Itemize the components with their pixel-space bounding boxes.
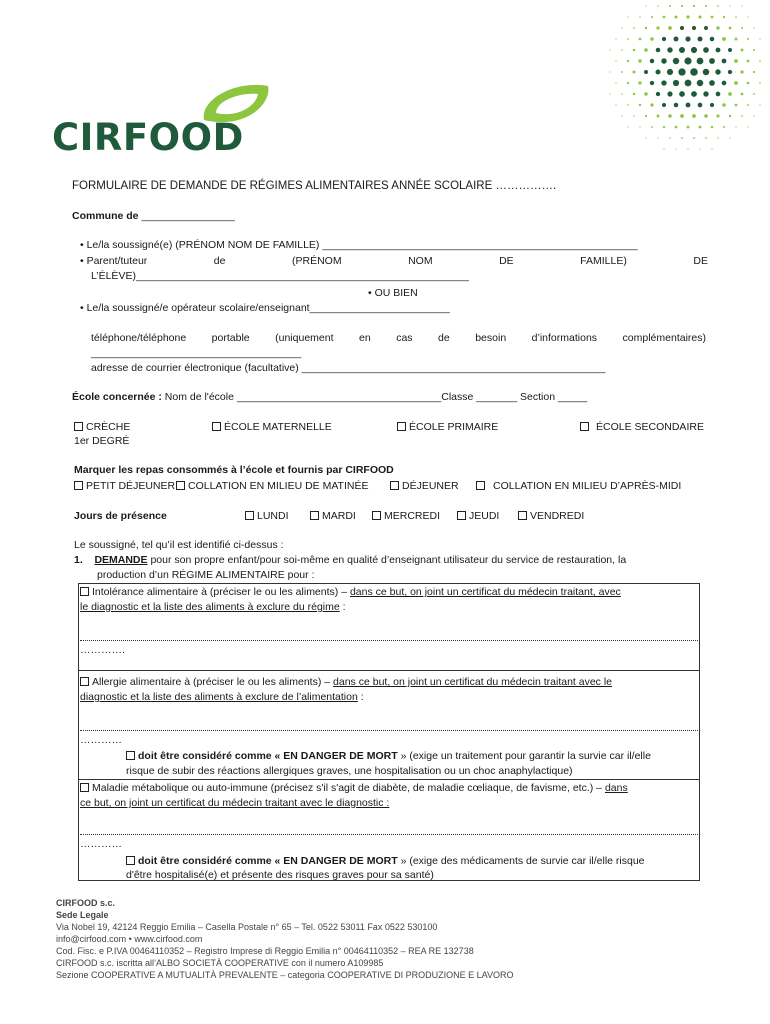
form-title: FORMULAIRE DE DEMANDE DE RÉGIMES ALIMENTAIRES ANNÉE SCOLAIRE ……………. <box>72 180 557 192</box>
decor-dot <box>716 26 719 29</box>
decor-dot <box>639 126 640 127</box>
word: FAMILLE) <box>580 255 627 267</box>
decor-dot <box>675 148 676 149</box>
decor-dot <box>729 27 732 30</box>
word: DE <box>693 255 708 267</box>
allergie-dotted-input[interactable] <box>80 730 698 731</box>
decor-dot <box>686 15 689 18</box>
decor-dot <box>711 16 714 19</box>
decor-dot <box>723 126 725 128</box>
word: besoin <box>475 332 507 344</box>
checkbox-maladie-danger[interactable]: doit être considéré comme « EN DANGER DE MORT » (exige des médicaments de survie car il/elle risque <box>126 855 645 867</box>
decor-dot <box>710 37 715 42</box>
classe-input[interactable]: Classe _______ <box>441 391 518 403</box>
decor-dot <box>690 68 698 76</box>
decor-dot <box>667 47 672 52</box>
decor-dot <box>698 103 703 108</box>
allergie-danger-line2: risque de subir des réactions allergiques graves, une hospitalisation ou un choc anaphylactique) <box>126 765 573 777</box>
decor-dot <box>644 48 648 52</box>
decor-dot <box>621 49 623 51</box>
decor-dot <box>692 26 696 30</box>
checkbox-mercredi[interactable]: MERCREDI <box>372 510 440 522</box>
decor-dot <box>680 114 684 118</box>
decor-dot <box>686 103 691 108</box>
word: DE <box>499 255 514 267</box>
decor-dot <box>663 16 666 19</box>
decor-dot <box>722 37 726 41</box>
decor-dot <box>759 38 760 39</box>
decor-dot <box>621 71 623 73</box>
intolerance-dots-tail: …………. <box>80 644 125 656</box>
decor-dot <box>685 36 690 41</box>
decor-dot <box>621 115 622 116</box>
decor-dot <box>704 26 708 30</box>
decor-dot <box>667 91 672 96</box>
commune-row: Commune de ________________ <box>72 210 235 222</box>
decor-dot <box>615 82 616 83</box>
checkbox-icon <box>476 481 485 490</box>
soussigne-intro: Le soussigné, tel qu’il est identifié ci-dessus : <box>74 539 284 551</box>
decor-dot <box>685 80 692 87</box>
commune-input[interactable]: ________________ <box>141 210 235 222</box>
checkbox-icon <box>390 481 399 490</box>
decor-dot <box>627 60 629 62</box>
decor-dot <box>691 91 697 97</box>
decor-dot <box>644 92 647 95</box>
operateur-line[interactable]: • Le/la soussigné/e opérateur scolaire/enseignant________________________ <box>80 302 450 314</box>
word: NOM <box>408 255 433 267</box>
checkbox-collation-matinee[interactable]: COLLATION EN MILIEU DE MATINÉE <box>176 480 368 492</box>
soussigne-line[interactable]: • Le/la soussigné(e) (PRÉNOM NOM DE FAMILLE) ______________________________________________________ <box>80 239 638 251</box>
decor-dot <box>663 148 664 149</box>
decor-dot <box>697 36 702 41</box>
decor-dot <box>639 16 640 17</box>
maladie-dots-tail: ………… <box>80 838 122 850</box>
decor-dot <box>699 148 700 149</box>
decor-dot <box>627 82 629 84</box>
checkbox-intolerance[interactable]: Intolérance alimentaire à (préciser le ou les aliments) – dans ce but, on joint un certificat du médecin traitant, avec <box>80 586 621 598</box>
decor-dot <box>697 58 704 65</box>
checkbox-dejeuner[interactable]: DÉJEUNER <box>390 480 459 492</box>
decor-dot <box>615 60 616 61</box>
decor-dot <box>679 47 685 53</box>
decor-dot <box>668 114 671 117</box>
checkbox-icon <box>80 783 89 792</box>
decor-dot <box>662 37 666 41</box>
word: (PRÉNOM <box>291 255 342 267</box>
checkbox-icon <box>74 422 83 431</box>
checkbox-icon <box>80 677 89 686</box>
checkbox-primaire[interactable]: ÉCOLE PRIMAIRE <box>397 421 498 433</box>
decor-dot <box>650 59 654 63</box>
decor-dot <box>638 81 641 84</box>
decor-dot <box>759 82 761 84</box>
decor-dot <box>656 92 660 96</box>
decor-dot <box>668 26 672 30</box>
company-logo: CIRFOOD <box>52 116 244 159</box>
decor-dot <box>722 81 727 86</box>
decor-dot <box>741 115 743 117</box>
word: d’informations <box>531 332 598 344</box>
creche-line2: 1er DEGRÉ <box>74 435 130 447</box>
decor-dot <box>729 115 731 117</box>
decor-dot <box>627 16 628 17</box>
checkbox-icon <box>126 856 135 865</box>
checkbox-creche[interactable]: CRÈCHE <box>74 421 130 433</box>
parent-line <box>80 255 708 267</box>
jours-heading: Jours de présence <box>74 510 167 522</box>
telephone-input[interactable]: ____________________________________ <box>91 347 302 359</box>
decor-dot <box>759 60 761 62</box>
decor-dot <box>692 114 696 118</box>
word: de <box>213 255 226 267</box>
decor-dot <box>729 137 730 138</box>
decor-dot <box>753 115 754 116</box>
decor-dot <box>627 126 628 127</box>
checkbox-secondaire[interactable]: ÉCOLE SECONDAIRE <box>580 421 704 433</box>
footer-company: CIRFOOD s.c. <box>56 898 116 908</box>
checkbox-allergie-danger[interactable]: doit être considéré comme « EN DANGER DE MORT » (exige un traitement pour garantir la survie car il/elle <box>126 750 651 762</box>
decor-dot <box>645 137 646 138</box>
decor-dot <box>723 16 725 18</box>
decor-dot <box>716 114 719 117</box>
decor-dot <box>675 126 678 129</box>
decor-dot <box>673 58 679 64</box>
checkbox-icon <box>397 422 406 431</box>
decor-dot <box>661 80 666 85</box>
decor-dot <box>747 82 750 85</box>
ecole-nom-input[interactable]: Nom de l'école ___________________________________ <box>164 391 442 403</box>
decor-dot <box>703 69 710 76</box>
decor-dot <box>705 5 707 7</box>
decor-dot <box>639 104 641 106</box>
decor-dot <box>722 59 727 64</box>
decor-dot <box>747 126 748 127</box>
decor-dot <box>663 126 665 128</box>
decor-dot <box>735 38 738 41</box>
decor-dot <box>667 69 673 75</box>
decor-dot <box>609 71 610 72</box>
decor-dot <box>705 137 707 139</box>
decor-dot <box>753 49 755 51</box>
decor-dot <box>741 49 744 52</box>
decor-dot <box>704 114 708 118</box>
checkbox-icon <box>457 511 466 520</box>
decor-dot <box>651 126 653 128</box>
decor-dot <box>711 126 713 128</box>
decor-dot <box>650 37 654 41</box>
footer-albo: CIRFOOD s.c. iscritta all’ALBO SOCIETÀ COOPERATIVE con il numero A109985 <box>56 958 384 968</box>
decor-dot <box>657 137 658 138</box>
decor-dot <box>734 59 738 63</box>
decor-dot <box>747 16 748 17</box>
decor-dot <box>741 27 743 29</box>
decor-dot <box>673 80 679 86</box>
decor-dot <box>691 47 697 53</box>
decor-dot <box>615 38 616 39</box>
checkbox-icon <box>518 511 527 520</box>
ecole-row: École concernée : Nom de l'école ___________________________________Classe _______ Section _____ <box>72 391 588 403</box>
decor-dot <box>709 80 715 86</box>
decor-dot <box>697 80 704 87</box>
decor-dot <box>753 71 755 73</box>
telephone-line <box>91 332 706 344</box>
decor-dot <box>715 69 720 74</box>
word: cas <box>396 332 413 344</box>
decor-dot <box>644 70 648 74</box>
checkbox-icon <box>212 422 221 431</box>
word: complémentaires) <box>622 332 706 344</box>
decor-dot <box>735 126 736 127</box>
maladie-line2: ce but, on joint un certificat du médecin traitant avec le diagnostic : <box>80 797 390 809</box>
decor-dot <box>627 104 629 106</box>
decor-dot <box>633 115 634 116</box>
checkbox-jeudi[interactable]: JEUDI <box>457 510 499 522</box>
decor-dot <box>716 92 721 97</box>
word: téléphone/téléphone <box>91 332 187 344</box>
decor-dot <box>633 93 635 95</box>
decor-dot <box>656 48 661 53</box>
decor-dot <box>735 16 737 18</box>
decor-dot <box>703 91 708 96</box>
decor-dot <box>615 104 616 105</box>
repas-heading: Marquer les repas consommés à l’école et fournis par CIRFOOD <box>74 464 394 476</box>
decor-dot <box>638 59 641 62</box>
eleve-line[interactable]: L’ÉLÈVE)_________________________________________________________ <box>91 270 469 282</box>
decor-dot <box>728 48 732 52</box>
checkbox-vendredi[interactable]: VENDREDI <box>518 510 584 522</box>
decor-dot <box>650 81 654 85</box>
decor-dot <box>650 103 653 106</box>
decor-dot <box>669 5 671 7</box>
decor-dot <box>687 148 688 149</box>
decor-dot <box>655 69 660 74</box>
decor-dot <box>741 5 742 6</box>
decor-dot <box>680 26 684 30</box>
email-line[interactable]: adresse de courrier électronique (facultative) ____________________________________________________ <box>91 362 606 374</box>
word: de <box>438 332 450 344</box>
checkbox-icon <box>126 751 135 760</box>
decor-dot <box>639 38 642 41</box>
decor-dot <box>633 49 636 52</box>
decor-dot <box>674 103 679 108</box>
decor-dot <box>753 93 755 95</box>
checkbox-icon <box>74 481 83 490</box>
decor-dot <box>669 137 671 139</box>
checkbox-icon <box>580 422 589 431</box>
footer-sezione: Sezione COOPERATIVE A MUTUALITÀ PREVALENTE – categoria COOPERATIVE DI PRODUZIONE E LAVORO <box>56 970 514 980</box>
decor-dot <box>728 70 732 74</box>
checkbox-collation-apres-midi[interactable]: COLLATION EN MILIEU D’APRÈS-MIDI <box>476 480 681 492</box>
decor-dot <box>722 103 726 107</box>
decor-dot <box>662 103 666 107</box>
checkbox-allergie[interactable]: Allergie alimentaire à (préciser le ou les aliments) – dans ce but, on joint un certificat du médecin traitant avec le <box>80 676 612 688</box>
box-divider <box>78 779 700 780</box>
decor-dot <box>747 60 750 63</box>
decor-dot <box>674 15 677 18</box>
decor-dot <box>679 91 685 97</box>
decor-dot <box>693 137 695 139</box>
word: (uniquement <box>275 332 334 344</box>
word: • Parent/tuteur <box>80 255 148 267</box>
decor-dot <box>728 92 732 96</box>
checkbox-mardi[interactable]: MARDI <box>310 510 356 522</box>
decor-dot <box>735 104 738 107</box>
decor-dot <box>747 38 749 40</box>
decor-dot <box>734 81 738 85</box>
decor-dot <box>651 16 653 18</box>
decor-dot <box>741 93 744 96</box>
decor-dot <box>645 5 646 6</box>
maladie-danger-line2: d'être hospitalisé(e) et présente des risques graves pour sa santé) <box>126 869 434 881</box>
decor-dot <box>621 93 622 94</box>
word: portable <box>211 332 250 344</box>
checkbox-maladie[interactable]: Maladie métabolique ou auto-immune (précisez s'il s'agit de diabète, de maladie cœliaque, de favisme, etc.) – dans <box>80 782 628 794</box>
decor-dot <box>729 5 730 6</box>
footer-address: Via Nobel 19, 42124 Reggio Emilia – Casella Postale n° 65 – Tel. 0522 53011 Fax 0522 530100 <box>56 922 438 932</box>
box-divider <box>78 670 700 671</box>
decor-dot <box>674 37 679 42</box>
decor-dot <box>681 137 683 139</box>
allergie-line2: diagnostic et la liste des aliments à exclure de l’alimentation : <box>80 691 364 703</box>
dot-pattern-decoration <box>590 0 770 170</box>
intolerance-line2: le diagnostic et la liste des aliments à exclure du régime : <box>80 601 346 613</box>
decor-dot <box>656 26 659 29</box>
allergie-dots-tail: ………… <box>80 734 122 746</box>
decor-dot <box>687 126 690 129</box>
decor-dot <box>753 27 754 28</box>
intolerance-dotted-input[interactable] <box>80 640 698 641</box>
decor-dot <box>657 115 660 118</box>
decor-dot <box>621 27 622 28</box>
checkbox-maternelle[interactable]: ÉCOLE MATERNELLE <box>212 421 332 433</box>
decor-dot <box>716 48 721 53</box>
decor-dot <box>645 27 647 29</box>
demande-line: 1. DEMANDE pour son propre enfant/pour soi-même en qualité d’enseignant utilisateur du service de restauration, la <box>74 554 627 566</box>
word: en <box>359 332 371 344</box>
decor-dot <box>699 126 702 129</box>
decor-dot <box>698 15 701 18</box>
decor-dot <box>711 148 712 149</box>
ou-bien-label: • OU BIEN <box>368 287 418 299</box>
checkbox-icon <box>310 511 319 520</box>
decor-dot <box>681 5 683 7</box>
footer-fiscal: Cod. Fisc. e P.IVA 00464110352 – Registro Imprese di Reggio Emilia n° 00464110352 – REA RE 132738 <box>56 946 474 956</box>
decor-dot <box>657 5 658 6</box>
section-input[interactable]: Section _____ <box>520 391 588 403</box>
regime-box <box>78 583 700 881</box>
decor-dot <box>759 104 760 105</box>
decor-dot <box>709 58 715 64</box>
decor-dot <box>627 38 629 40</box>
decor-dot <box>717 5 719 7</box>
decor-dot <box>609 93 610 94</box>
demande-line2: production d’un RÉGIME ALIMENTAIRE pour : <box>97 569 315 581</box>
decor-dot <box>661 58 666 63</box>
footer-contacts: info@cirfood.com • www.cirfood.com <box>56 934 203 944</box>
decor-dot <box>717 137 718 138</box>
checkbox-icon <box>176 481 185 490</box>
maladie-dotted-input[interactable] <box>80 834 698 835</box>
decor-dot <box>710 103 714 107</box>
footer-sede: Sede Legale <box>56 910 109 920</box>
decor-dot <box>645 115 647 117</box>
decor-dot <box>678 68 685 75</box>
checkbox-petit-dejeuner[interactable]: PETIT DÉJEUNER <box>74 480 175 492</box>
checkbox-icon <box>80 587 89 596</box>
decor-dot <box>633 27 635 29</box>
decor-dot <box>633 71 636 74</box>
checkbox-icon <box>372 511 381 520</box>
checkbox-icon <box>245 511 254 520</box>
checkbox-lundi[interactable]: LUNDI <box>245 510 289 522</box>
decor-dot <box>693 5 695 7</box>
decor-dot <box>740 70 743 73</box>
decor-dot <box>609 49 610 50</box>
decor-dot <box>747 104 749 106</box>
decor-dot <box>703 47 709 53</box>
decor-dot <box>684 57 691 64</box>
